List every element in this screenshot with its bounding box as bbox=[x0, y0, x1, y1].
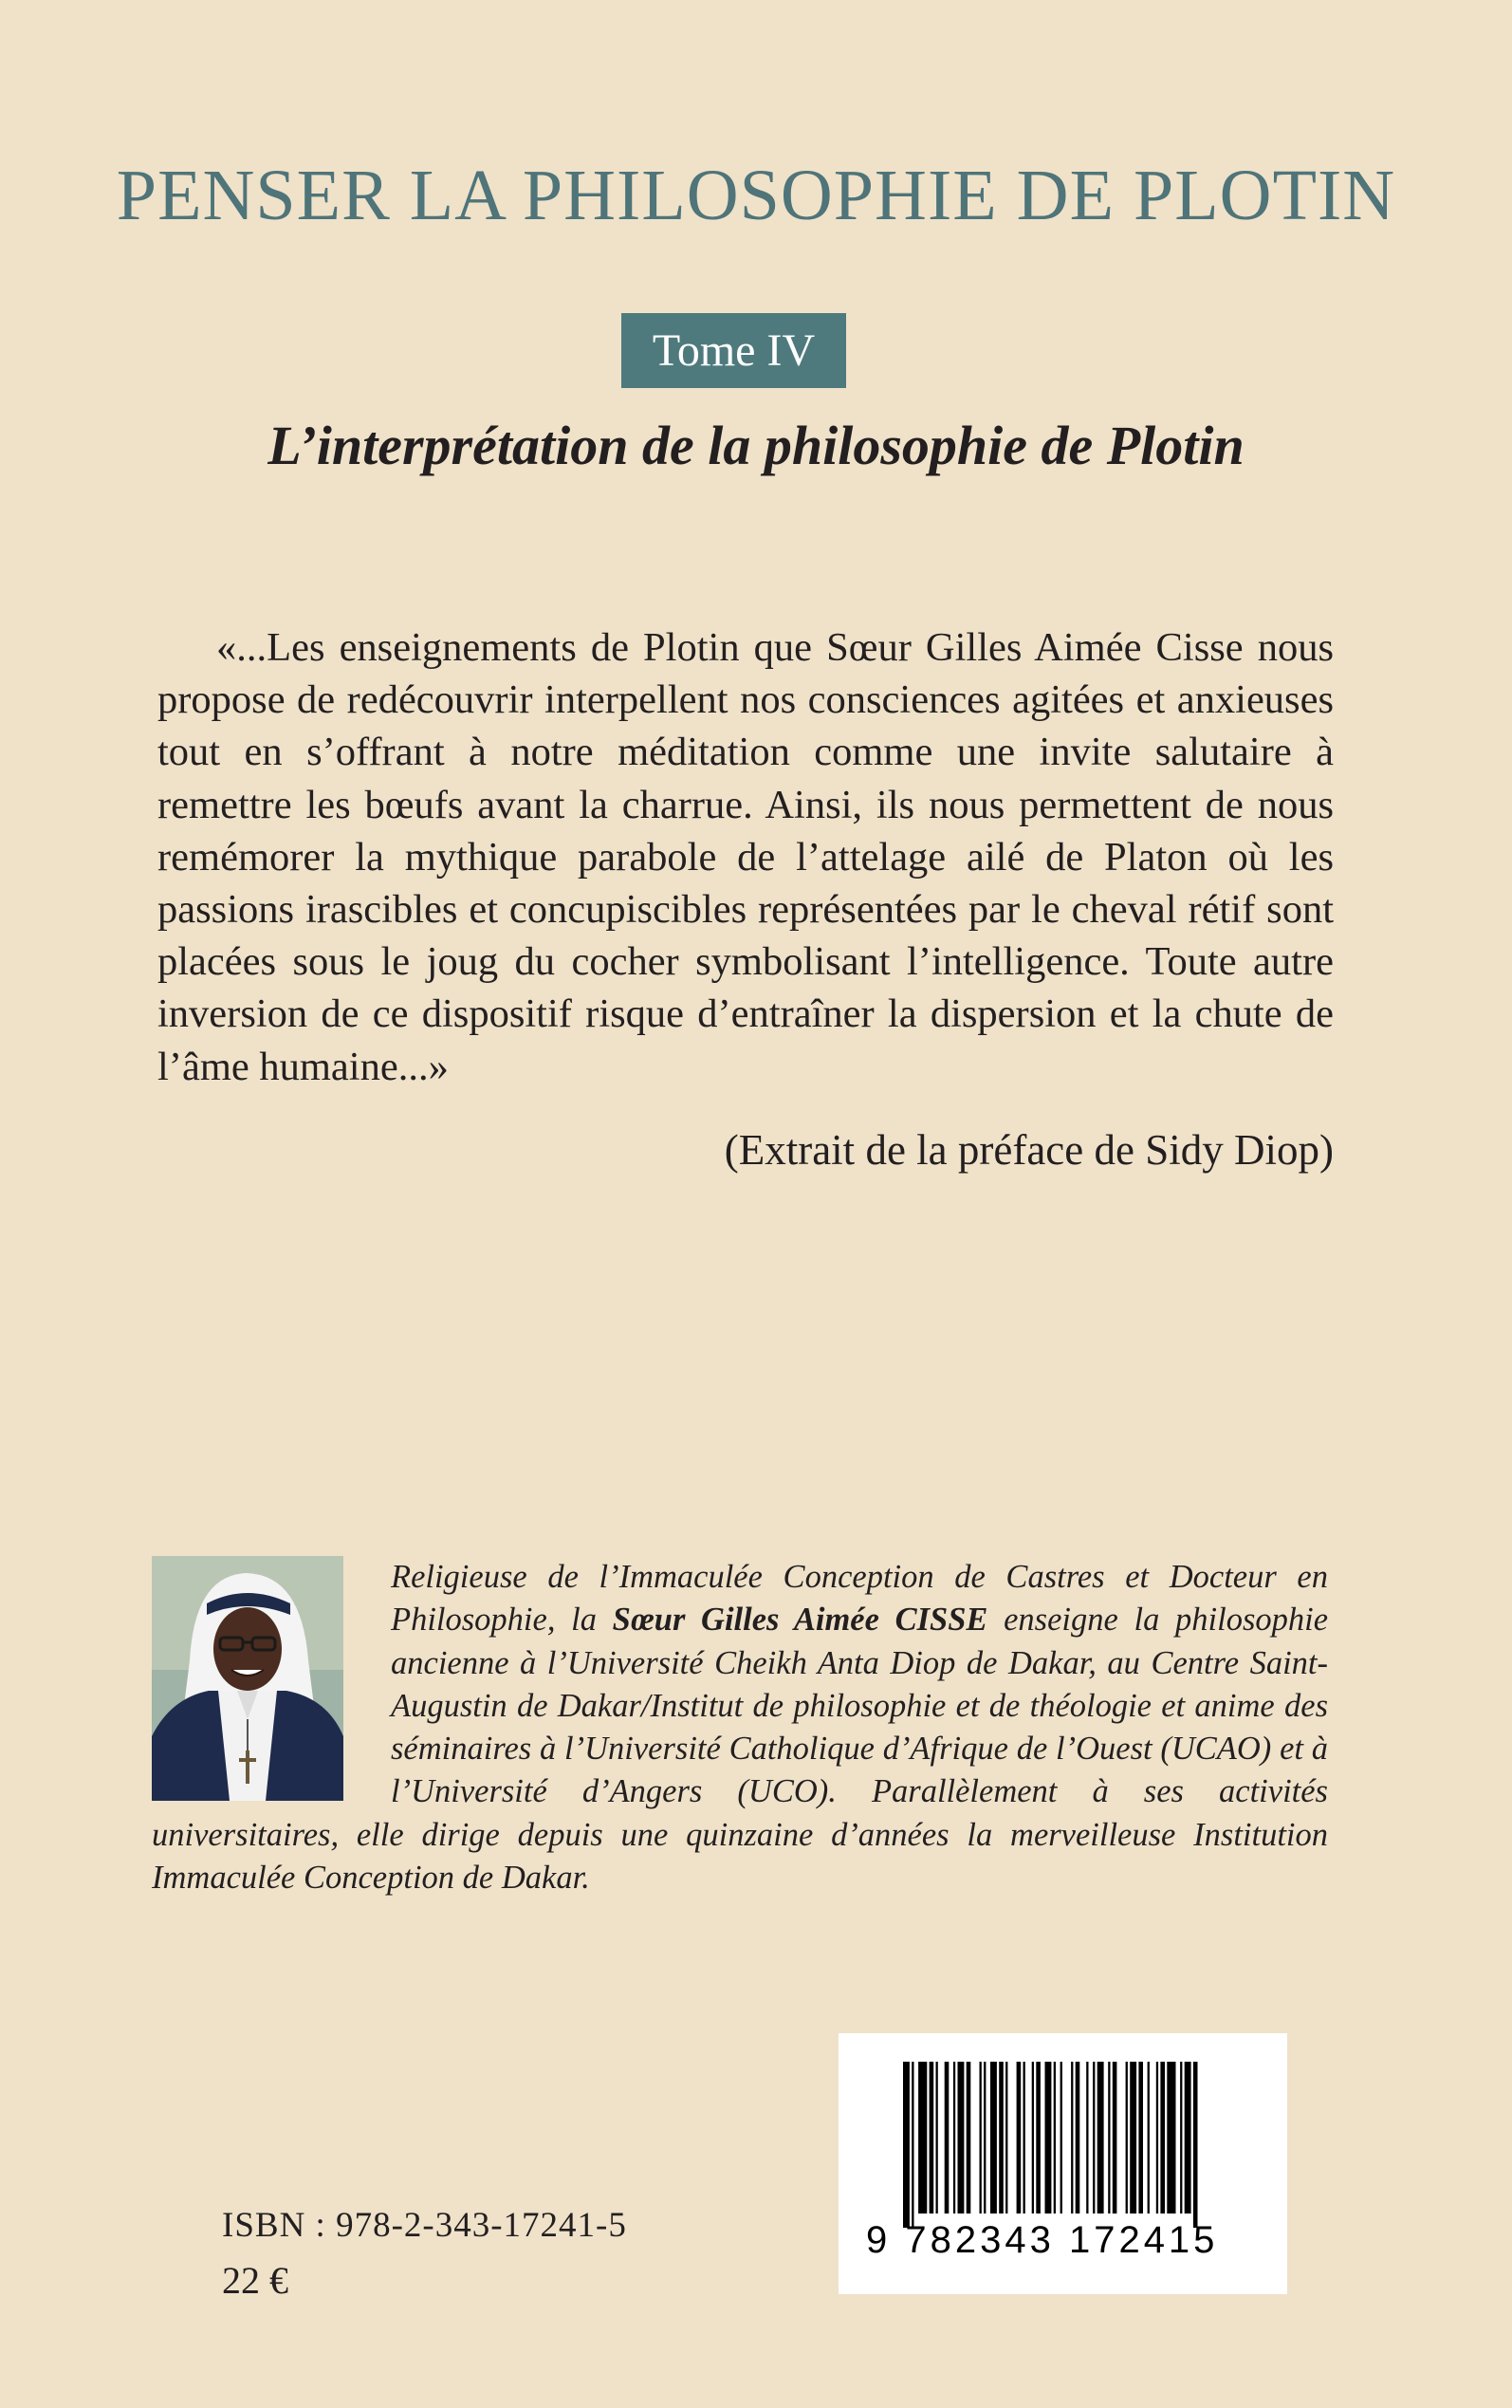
barcode-bar bbox=[1060, 2062, 1062, 2214]
barcode-bar bbox=[1017, 2062, 1022, 2214]
barcode-bar bbox=[1167, 2062, 1175, 2214]
barcode-bar bbox=[1126, 2062, 1128, 2214]
barcode-bar bbox=[980, 2062, 982, 2214]
barcode-bar bbox=[1160, 2062, 1165, 2214]
barcode-bar bbox=[1185, 2062, 1191, 2214]
preface-quote-text: «...Les enseignements de Plotin que Sœur Gilles Aimée Cisse nous propose de redécouvrir interpellent nos consciences agitées et anxieuses tout en s’offrant à notre méditation comme une invite salutaire à remettre les bœufs avant la charrue. Ainsi, ils nous permettent de nous remémorer la mythique parabole de l’attelage ailé de Platon où les passions irascibles et concupiscibles représentées par le cheval rétif sont placées sous le joug du cocher symbolisant l’intelligence. Toute autre inversion de ce dispositif risque d’entraîner la dispersion et la chute de l’âme humaine...» bbox=[157, 625, 1334, 1089]
barcode-bar bbox=[984, 2062, 986, 2214]
author-bio-rest: enseigne la philosophie ancienne à l’Université Cheikh Anta Diop de Dakar, au Centre Saint-Augustin de Dakar/Institut de philosophie et de théologie et anime des séminaires à l’Université Catholique d’Afrique de l’Ouest (UCAO) et à l’Université d’Angers (UCO). Parallèlement à ses activités universitaires, elle dirige depuis une quinzaine d’années la merveilleuse Institution Immaculée Conception de Dakar. bbox=[152, 1602, 1329, 1897]
price: 22 € bbox=[222, 2259, 288, 2302]
barcode-bar bbox=[1156, 2062, 1158, 2214]
barcode-bar bbox=[958, 2062, 965, 2214]
barcode-bar bbox=[1036, 2062, 1041, 2214]
barcode-bar bbox=[1005, 2062, 1007, 2214]
barcode-bar bbox=[1032, 2062, 1034, 2214]
barcode-bar bbox=[999, 2062, 1004, 2214]
barcode-digits: 9 782343 172415 bbox=[866, 2219, 1219, 2261]
barcode-bar bbox=[912, 2062, 913, 2228]
barcode-bar bbox=[1138, 2062, 1143, 2214]
barcode-bar bbox=[918, 2062, 927, 2214]
tome-badge: Tome IV bbox=[621, 313, 846, 388]
barcode-bar bbox=[1093, 2062, 1095, 2214]
isbn: ISBN : 978-2-343-17241-5 bbox=[222, 2206, 627, 2245]
barcode-bar bbox=[1086, 2062, 1088, 2214]
barcode-bar bbox=[1148, 2062, 1150, 2214]
barcode-bar bbox=[936, 2062, 938, 2214]
preface-quote bbox=[157, 621, 1334, 1093]
barcode-bar bbox=[1108, 2062, 1110, 2214]
barcode-bar bbox=[953, 2062, 955, 2214]
barcode-bar bbox=[903, 2062, 910, 2228]
barcode-bar bbox=[1076, 2062, 1080, 2214]
barcode-bar bbox=[990, 2062, 997, 2214]
barcode-bar bbox=[1045, 2062, 1052, 2214]
barcode-bar bbox=[1054, 2062, 1056, 2214]
quote-source: (Extrait de la préface de Sidy Diop) bbox=[724, 1126, 1334, 1174]
author-bio-intro: Religieuse de l’Immaculée Conception de Castres et Docteur en Philosophie, la bbox=[391, 1559, 1328, 1639]
barcode-bar bbox=[1071, 2062, 1073, 2214]
barcode-bar bbox=[1113, 2062, 1117, 2214]
author-bio bbox=[152, 1556, 1328, 1899]
barcode-bar bbox=[930, 2062, 934, 2214]
barcode-bar bbox=[1023, 2062, 1025, 2214]
barcode-bar bbox=[1097, 2062, 1104, 2214]
barcode-bar bbox=[1180, 2062, 1182, 2214]
barcode-bar bbox=[1193, 2062, 1198, 2228]
barcode-bar bbox=[967, 2062, 971, 2214]
author-name: Sœur Gilles Aimée CISSE bbox=[612, 1602, 988, 1639]
book-title: PENSER LA PHILOSOPHIE DE PLOTIN bbox=[116, 156, 1396, 235]
book-subtitle: L’interprétation de la philosophie de Plotin bbox=[267, 415, 1245, 476]
photo-spacer bbox=[152, 1556, 343, 1801]
barcode-bar bbox=[945, 2062, 950, 2214]
barcode-bar bbox=[1130, 2062, 1136, 2214]
